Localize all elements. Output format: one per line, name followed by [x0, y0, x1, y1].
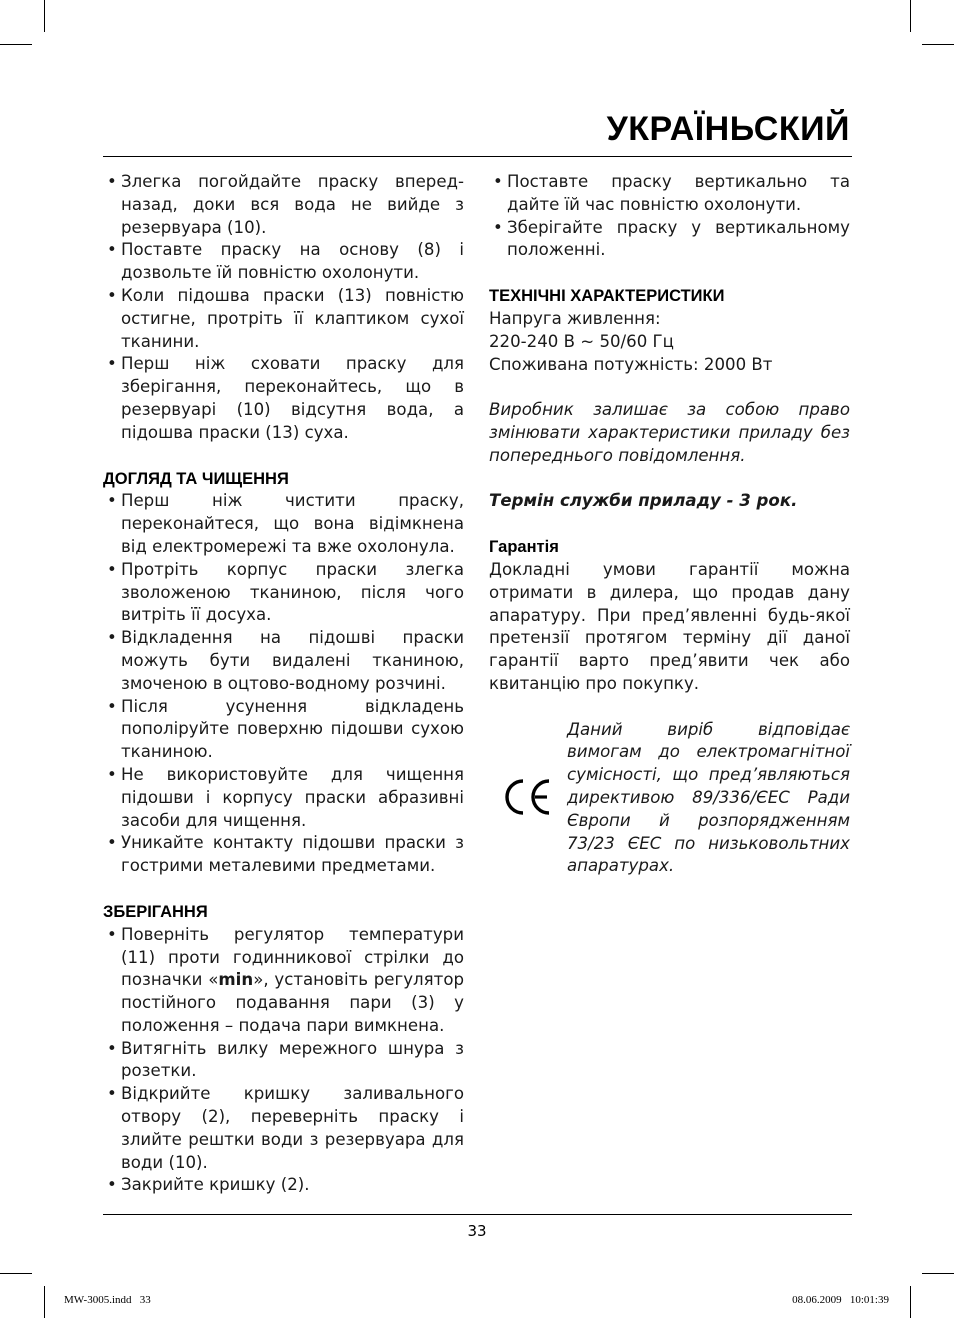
crop-mark — [0, 44, 32, 45]
list-item: • Поставте праску вертикально та дайте їй час повністю охолонути. — [489, 171, 850, 217]
manufacturer-note: Виробник залишає за собою право змінювати характеристики приладу без попереднього повідомлення. — [489, 400, 850, 465]
ce-block — [489, 719, 850, 879]
list-item: • Витягніть вилку мережного шнура з розетки. — [103, 1038, 464, 1084]
crop-mark — [910, 0, 911, 32]
list-item: • Відкрийте кришку заливального отвору (2), переверніть праску і злийте рештки води з резервуара для води (10). — [103, 1083, 464, 1174]
spec-line: Напруга живлення: — [489, 308, 661, 328]
intro-list — [103, 171, 464, 445]
list-item: • Зберігайте праску у вертикальному положенні. — [489, 217, 850, 263]
list-item: • Після усунення відкладень пополіруйте поверхню підошви сухою тканиною. — [103, 696, 464, 764]
page-number: 33 — [467, 1222, 487, 1240]
crop-mark — [0, 1273, 32, 1274]
specs-heading: ТЕХНІЧНІ ХАРАКТЕРИСТИКИ — [489, 287, 725, 306]
storage-list — [103, 924, 464, 1198]
list-item: • Уникайте контакту підошви праски з гострими металевими предметами. — [103, 832, 464, 878]
list-item: • Відкладення на підошві праски можуть бути видалені тканиною, змоченою в оцтово-водному розчині. — [103, 627, 464, 695]
slug-date: 08.06.2009 10:01:39 — [792, 1294, 889, 1306]
crop-mark — [44, 0, 45, 32]
spec-line: 220-240 В ~ 50/60 Гц — [489, 331, 674, 351]
storage-text-after: », установіть регулятор постійного подавання пари (3) у положення – подача пари вимкнена. — [121, 970, 464, 1035]
right-column — [489, 171, 850, 879]
warranty-text: Докладні умови гарантії можна отримати в дилера, що продав дану апаратуру. При пред’явленні будь-якої претензії протягом терміну дії даної гарантії варто пред’явити чек або квитанцію про покупку. — [489, 559, 850, 693]
storage-text-before: Поверніть регулятор температури (11) проти годинникової стрілки до позначки « — [121, 924, 464, 990]
storage-list-continued — [489, 171, 850, 262]
care-list — [103, 490, 464, 878]
list-item: • Перш ніж чистити праску, переконайтеся, що вона відімкнена від електромережі та вже охолонула. — [103, 490, 464, 558]
footer-rule — [103, 1214, 852, 1215]
care-heading: ДОГЛЯД ТА ЧИЩЕННЯ — [103, 469, 289, 488]
list-item: • Закрийте кришку (2). — [103, 1174, 464, 1197]
crop-mark — [910, 1286, 911, 1318]
page-title: УКРАЇНЬСКИЙ — [606, 110, 850, 148]
list-item: • Коли підошва праски (13) повністю остигне, протріть її клаптиком сухої тканини. — [103, 285, 464, 353]
crop-mark — [922, 1273, 954, 1274]
list-item — [103, 924, 464, 1038]
crop-mark — [44, 1286, 45, 1318]
warranty-heading: Гарантія — [489, 538, 559, 557]
list-item: • Поставте праску на основу (8) і дозвольте їй повністю охолонути. — [103, 239, 464, 285]
crop-mark — [922, 44, 954, 45]
header-rule — [103, 156, 852, 157]
list-item: • Злегка погойдайте праску вперед-назад, доки вся вода не вийде з резервуара (10). — [103, 171, 464, 239]
min-mark: min — [218, 970, 254, 990]
list-item: • Не використовуйте для чищення підошви і корпусу праски абразивні засоби для чищення. — [103, 764, 464, 832]
storage-heading: ЗБЕРІГАННЯ — [103, 902, 208, 921]
slug-file: MW-3005.indd 33 — [64, 1294, 151, 1306]
spec-line: Споживана потужність: 2000 Вт — [489, 354, 773, 374]
service-life: Термін служби приладу - 3 рок. — [489, 491, 798, 511]
ce-text: Даний виріб відповідає вимогам до електромагнітної сумісності, що пред’являються директивою 89/336/ЄЕС Ради Європи й розпорядженням 73/23 ЄЕС по низьковольтних апаратурах. — [567, 719, 850, 876]
list-item: • Протріть корпус праски злегка зволоженою тканиною, після чого витріть її досуха. — [103, 559, 464, 627]
ce-mark-icon — [503, 777, 559, 817]
list-item: • Перш ніж сховати праску для зберігання, переконайтесь, що в резервуарі (10) відсутня вода, а підошва праски (13) суха. — [103, 353, 464, 444]
left-column — [103, 171, 464, 1197]
